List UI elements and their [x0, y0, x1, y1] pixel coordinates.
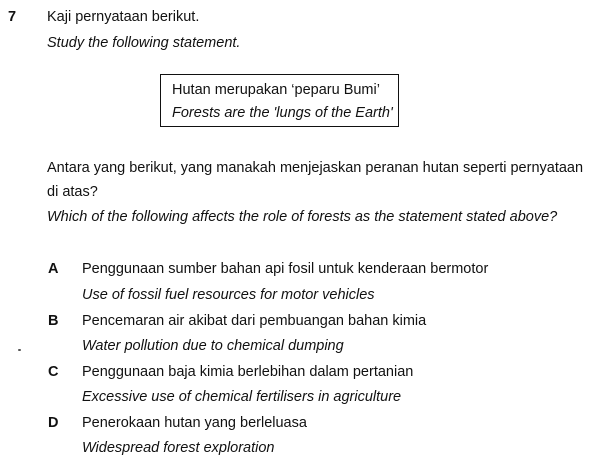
- prompt-malay-line1: Antara yang berikut, yang manakah menjejaskan peranan hutan seperti pernyataan: [47, 160, 584, 176]
- scan-speck: [18, 349, 21, 351]
- prompt-english: Which of the following affects the role of forests as the statement stated above?: [47, 209, 558, 225]
- instruction-malay: Kaji pernyataan berikut.: [47, 9, 200, 25]
- option-b-letter[interactable]: B: [48, 313, 59, 329]
- question-number: 7: [8, 9, 17, 25]
- option-b-english[interactable]: Water pollution due to chemical dumping: [82, 338, 344, 354]
- option-c-malay[interactable]: Penggunaan baja kimia berlebihan dalam pertanian: [82, 364, 414, 380]
- option-c-letter[interactable]: C: [48, 364, 59, 380]
- statement-english: Forests are the 'lungs of the Earth': [172, 105, 393, 121]
- option-a-malay[interactable]: Penggunaan sumber bahan api fosil untuk kenderaan bermotor: [82, 261, 489, 277]
- statement-box: [160, 74, 399, 127]
- option-d-malay[interactable]: Penerokaan hutan yang berleluasa: [82, 415, 307, 431]
- option-c-english[interactable]: Excessive use of chemical fertilisers in agriculture: [82, 389, 402, 405]
- instruction-english: Study the following statement.: [47, 35, 241, 51]
- statement-malay: Hutan merupakan ‘peparu Bumi’: [172, 82, 380, 98]
- option-a-letter[interactable]: A: [48, 261, 59, 277]
- option-d-english[interactable]: Widespread forest exploration: [82, 440, 275, 456]
- option-b-malay[interactable]: Pencemaran air akibat dari pembuangan bahan kimia: [82, 313, 427, 329]
- option-d-letter[interactable]: D: [48, 415, 59, 431]
- option-a-english[interactable]: Use of fossil fuel resources for motor vehicles: [82, 287, 375, 303]
- prompt-malay-line2: di atas?: [47, 184, 98, 200]
